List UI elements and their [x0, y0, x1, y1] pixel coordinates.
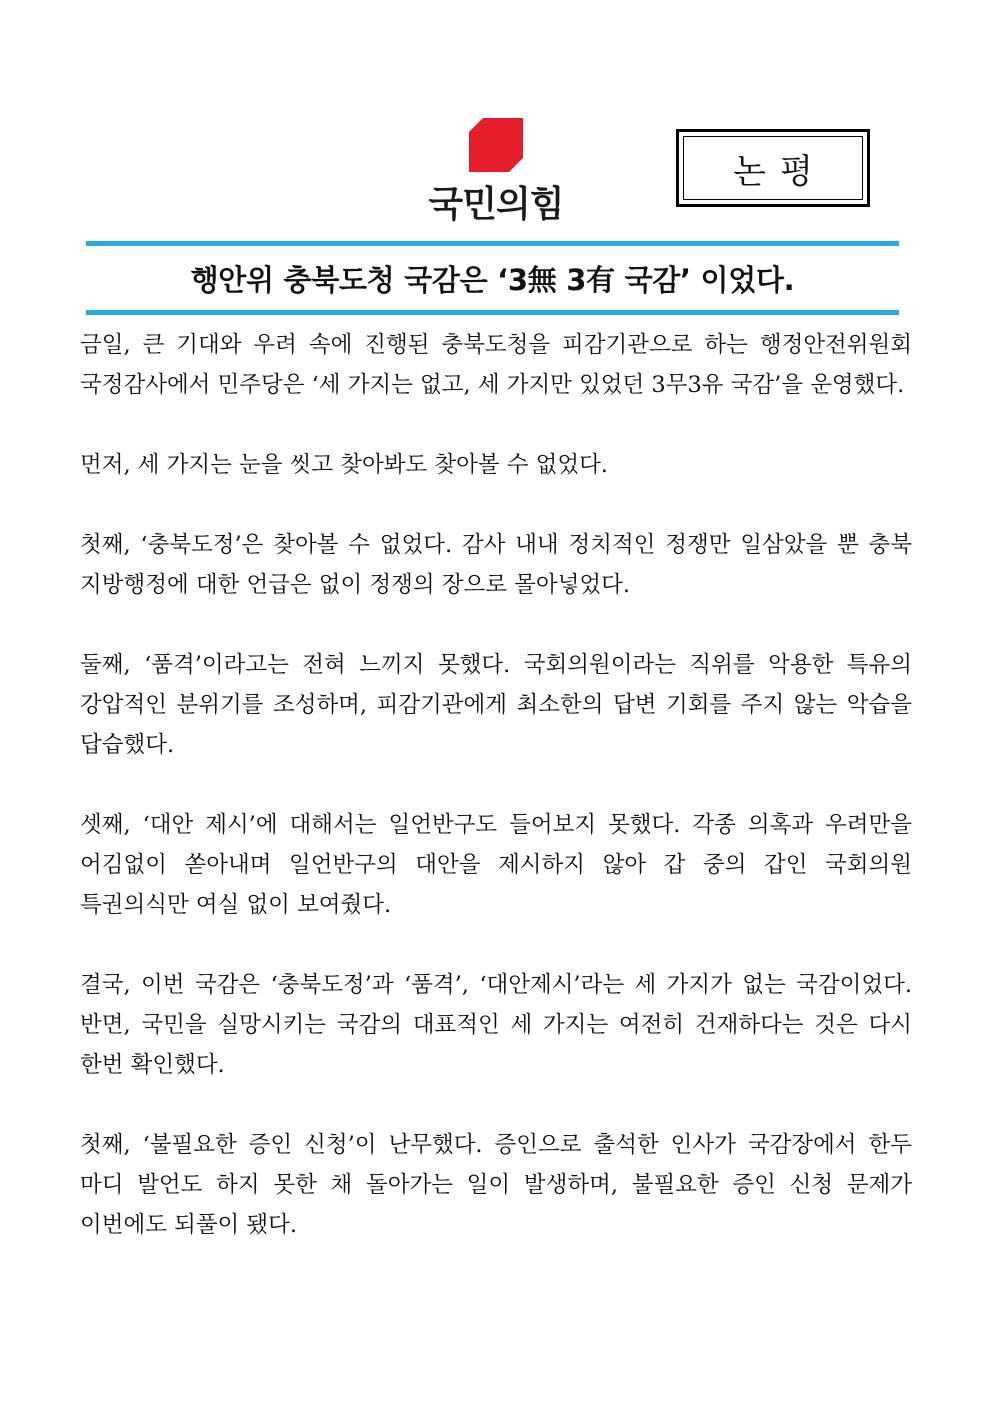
paragraph-conclusion: 결국, 이번 국감은 ‘충북도정’과 ‘품격’, ‘대안제시’라는 세 가지가 없는 국감이었다. 반면, 국민을 실망시키는 국감의 대표적인 세 가지는 여전히 건재하다는 것은 다시 한번 확인했다.	[80, 972, 912, 1078]
paragraph-second-absent: 둘째, ‘품격’이라고는 전혀 느끼지 못했다. 국회의원이라는 직위를 악용한 특유의 강압적인 분위기를 조성하며, 피감기관에게 최소한의 답변 기회를 주지 않는 악습을 답습했다.	[80, 652, 912, 758]
paragraph-third-absent: 셋째, ‘대안 제시’에 대해서는 일언반구도 들어보지 못했다. 각종 의혹과 우려만을 어김없이 쏟아내며 일언반구의 대안을 제시하지 않아 갑 중의 갑인 국회의원 특권의식만 여실 없이 보여줬다.	[80, 812, 912, 918]
paragraph-intro: 금일, 큰 기대와 우려 속에 진행된 충북도청을 피감기관으로 하는 행정안전위원회 국정감사에서 민주당은 ‘세 가지는 없고, 세 가지만 있었던 3무3유 국감’을 운영했다.	[80, 332, 912, 398]
paragraph-first-absent: 첫째, ‘충북도정’은 찾아볼 수 없었다. 감사 내내 정치적인 정쟁만 일삼았을 뿐 충북 지방행정에 대한 언급은 없이 정쟁의 장으로 몰아넣었다.	[80, 532, 912, 598]
paragraph-three-absent: 먼저, 세 가지는 눈을 씻고 찾아봐도 찾아볼 수 없었다.	[80, 452, 608, 478]
headline-bottom-rule	[86, 310, 899, 315]
statement-body	[80, 325, 912, 1285]
party-logo-icon	[469, 118, 523, 172]
headline-top-rule	[86, 241, 899, 246]
badge-label: 논평	[733, 151, 827, 192]
party-logo-text: 국민의힘	[428, 184, 564, 225]
headline: 행안위 충북도청 국감은 ‘3無 3有 국감’ 이었다.	[190, 262, 795, 297]
paragraph-first-present: 첫째, ‘불필요한 증인 신청’이 난무했다. 증인으로 출석한 인사가 국감장에서 한두 마디 발언도 하지 못한 채 돌아가는 일이 발생하며, 불필요한 증인 신청 문제가 이번에도 되풀이 됐다.	[80, 1132, 912, 1238]
document-type-badge	[676, 129, 870, 207]
